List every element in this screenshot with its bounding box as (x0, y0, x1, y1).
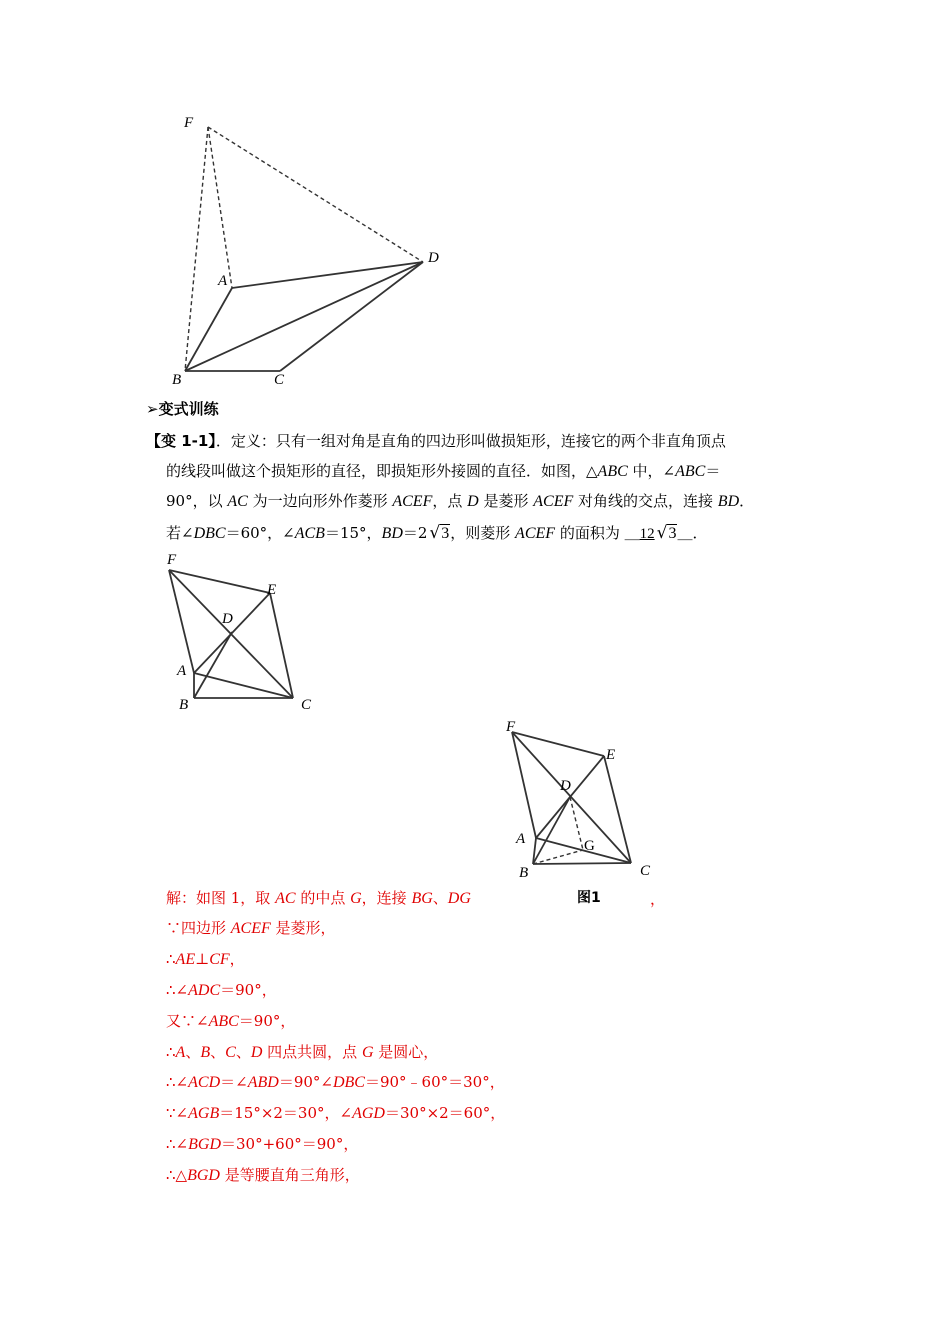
edge-BC (533, 863, 631, 864)
figure-solution (500, 715, 670, 900)
edge-DG (570, 797, 583, 850)
label-G: G (584, 838, 595, 854)
figure-top (170, 105, 470, 395)
label-F: F (184, 115, 194, 131)
edge-AF (169, 570, 194, 673)
label-B: B (172, 372, 182, 388)
label-E: E (267, 582, 277, 598)
edge-FE (512, 732, 604, 756)
solution-line-6: ∴A、B、C、D 四点共圆，点 G 是圆心， (166, 1043, 439, 1061)
solution-line-1: 解：如图 1，取 AC 的中点 G，连接 BG、DG (166, 889, 471, 907)
solution-line-1-end: ， (650, 890, 666, 908)
answer-value: 12 (639, 526, 655, 542)
question-tag: 【变 1-1】 (146, 432, 216, 450)
label-F: F (506, 719, 516, 735)
solution-line-10: ∴△BGD 是等腰直角三角形， (166, 1166, 360, 1184)
figure-caption: 图1 (577, 890, 601, 906)
edge-FD (208, 127, 423, 262)
label-C: C (301, 697, 312, 713)
question-line-2: 的线段叫做这个损矩形的直径，即损矩形外接圆的直径．如图，△ABC 中，∠ABC＝ (166, 462, 721, 480)
question-line-4: 若∠DBC＝60°，∠ACB＝15°，BD＝2 √3，则菱形 ACEF 的面积为 ＿12 √3＿． (166, 523, 708, 543)
label-B: B (519, 865, 529, 881)
solution-line-8: ∵∠AGB＝15°×2＝30°，∠AGD＝30°×2＝60°， (166, 1104, 506, 1122)
label-F: F (167, 552, 177, 568)
solution-line-4: ∴∠ADC＝90°， (166, 981, 277, 999)
solution-line-3: ∴AE⊥CF， (166, 950, 245, 968)
label-E: E (606, 747, 616, 763)
solution-line-9: ∴∠BGD＝30°+60°＝90°， (166, 1135, 359, 1153)
solution-line-2: ∵四边形 ACEF 是菱形， (166, 919, 336, 937)
edge-BD (533, 797, 570, 864)
edge-FA (208, 127, 232, 288)
edge-BD (194, 632, 232, 698)
label-D: D (428, 250, 439, 266)
label-C: C (274, 372, 285, 388)
section-title: ➢变式训练 (146, 400, 219, 418)
edge-EC (270, 593, 293, 698)
label-A: A (177, 663, 187, 679)
solution-line-5: 又∵∠ABC＝90°， (166, 1012, 296, 1030)
edge-AB (185, 288, 232, 371)
edge-AF (512, 732, 536, 838)
label-A: A (218, 273, 228, 289)
solution-line-7: ∴∠ACD＝∠ABD＝90°∠DBC＝90°﹣60°＝30°， (166, 1073, 505, 1091)
label-D: D (560, 778, 571, 794)
edge-CA (194, 673, 293, 698)
question-line-3: 90°，以 AC 为一边向形外作菱形 ACEF，点 D 是菱形 ACEF 对角线的交点，连接 BD． (166, 492, 755, 510)
label-D: D (222, 611, 233, 627)
label-A: A (516, 831, 526, 847)
edge-FE (169, 570, 270, 593)
question: 【变 1-1】．定义：只有一组对角是直角的四边形叫做损矩形，连接它的两个非直角顶点 (146, 432, 726, 450)
edge-FB (185, 127, 208, 371)
figure-question (160, 550, 330, 720)
label-B: B (179, 697, 189, 713)
label-C: C (640, 863, 651, 879)
